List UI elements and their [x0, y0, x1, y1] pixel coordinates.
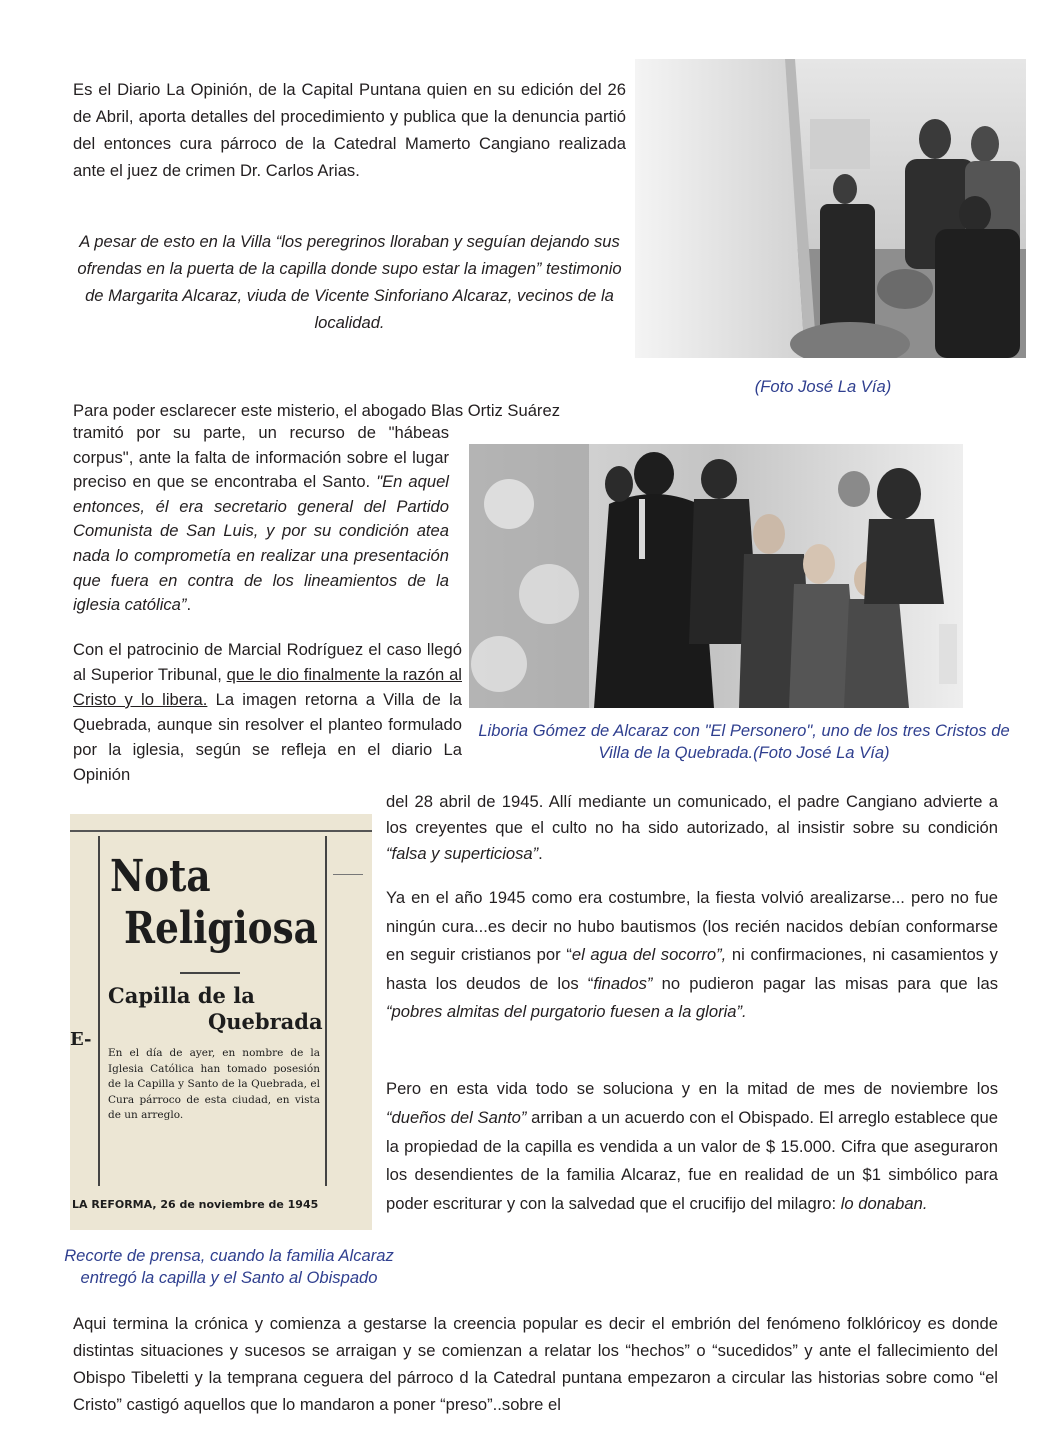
cangiano-italic: “falsa y superticiosa”: [386, 844, 539, 863]
paragraph-cronica-folklore: Aqui termina la crónica y comienza a gestarse la creencia popular es decir el embrión del fenómeno folklóricoy es donde distintas situaciones y sucesos se arraigan y se comienzan a relatar los “hechos” o “sucedidos” y ante el fallecimiento del Obispo Tibeletti y la temprana ceguera del párroco d la Catedral puntana empezaron a circular las historias sobre como “el Cristo” castigó aquellos que lo mandaron a poner “preso”..sobre el: [73, 1314, 998, 1414]
clipping-body-text: En el día de ayer, en nombre de la Iglesia Católica han tomado posesión de la Capilla y Santo de la Quebrada, el Cura párroco de esta ciudad, en vista de un arreglo.: [108, 1047, 320, 1121]
clipping-side-fragment: E-: [70, 1029, 92, 1050]
clipping-rule-right: [325, 836, 327, 1186]
photo-caption-liboria: Liboria Gómez de Alcaraz con "El Personero", uno de los tres Cristos de Villa de la Quebrada.(Foto José La Vía): [478, 721, 1010, 762]
clipping-rule-left: [98, 836, 100, 1186]
paragraph-acuerdo-obispado: [386, 1075, 998, 1219]
newspaper-clipping: [70, 814, 372, 1230]
paragraph-cangiano-comunicado: [386, 789, 998, 867]
acuerdo-italic-1: “dueños del Santo”: [386, 1107, 527, 1127]
clipping-title-religiosa: Religiosa: [124, 903, 318, 954]
tribunal-text-b: La imagen retorna a Villa de la Quebrada, aunque sin resolver el planteo formulado por la iglesia, según se refleja en el diario La Opinión: [73, 690, 462, 784]
communist-party-quote: "En aquel entonces, él era secretario general del Partido Comunista de San Luis, y por su condición atea nada lo comprometía en realizar una presentación que fuera en contra de los lineamientos de la iglesia católica”: [73, 472, 449, 615]
tribunal-underlined: que le dio finalmente la razón al Cristo y lo libera.: [73, 665, 462, 709]
habeas-corpus-period: .: [186, 595, 192, 615]
cangiano-text-a: del 28 abril de 1945. Allí mediante un comunicado, el padre Cangiano advierte a los creyentes que el culto no ha sido autorizado, al insistir sobre su condición: [386, 792, 998, 837]
clipping-top-rule: [70, 830, 372, 832]
quote-margarita-alcaraz: A pesar de esto en la Villa “los peregrinos lloraban y seguían dejando sus ofrendas en la puerta de la capilla donde supo estar la imagen” testimonio de Margarita Alcaraz, viuda de Vicente Sinforiano Alcaraz, vecinos de la localidad.: [77, 232, 622, 332]
paragraph-fiesta-1945: [386, 884, 998, 1027]
fiesta-text-c: no pudieron pagar las misas para que las: [652, 973, 998, 993]
acuerdo-text-a: Pero en esta vida todo se soluciona y en la mitad de mes de noviembre los: [386, 1079, 998, 1098]
fiesta-text-b: ni confirmaciones, ni casamientos y hasta los deudos de los “: [386, 945, 998, 993]
acuerdo-text-b: arriban a un acuerdo con el Obispado. El arreglo establece que la propiedad de la capilla es vendida a un valor de $ 15.000. Cifra que aseguraron los desendientes de la familia Alcaraz, fue en realidad de un $1 simbólico para poder escriturar y con la salvedad que el crucifijo del milagro:: [386, 1107, 998, 1214]
tribunal-text-a: Con el patrocinio de Marcial Rodríguez el caso llegó al Superior Tribunal,: [73, 640, 462, 684]
paragraph-habeas-corpus: [73, 421, 449, 618]
clipping-caption: Recorte de prensa, cuando la familia Alcaraz entregó la capilla y el Santo al Obispado: [64, 1246, 394, 1287]
clipping-short-rule: [180, 972, 240, 974]
photo-liboria-gomez: [469, 444, 963, 708]
acuerdo-italic-2: lo donaban.: [840, 1194, 928, 1214]
paragraph-diario-la-opinion: Es el Diario La Opinión, de la Capital Puntana quien en su edición del 26 de Abril, aporta detalles del procedimiento y publica que la denuncia partió del entonces cura párroco de la Catedral Mamerto Cangiano realizada ante el juez de crimen Dr. Carlos Arias.: [73, 80, 626, 180]
fiesta-text-a: Ya en el año 1945 como era costumbre, la fiesta volvió arealizarse... pero no fue ningún cura...es decir no hubo bautismos (los recién nacidos debían conformarse en seguir cristianos por “: [386, 888, 998, 965]
fiesta-italic-3: “pobres almitas del purgatorio fuesen a la gloria”.: [386, 1002, 747, 1022]
clipping-footer: LA REFORMA, 26 de noviembre de 1945: [72, 1198, 319, 1211]
photo-caption-pilgrims: (Foto José La Vía): [754, 377, 892, 396]
fiesta-italic-2: finados”: [593, 973, 653, 993]
paragraph-superior-tribunal: [73, 637, 462, 787]
paragraph-blas-ortiz-lead: Para poder esclarecer este misterio, el abogado Blas Ortiz Suárez: [73, 401, 560, 420]
clipping-sub-quebrada: Quebrada: [208, 1009, 323, 1034]
cangiano-text-b: .: [538, 844, 543, 863]
fiesta-italic-1: el agua del socorro”,: [571, 945, 727, 965]
photo-pilgrims-chapel: [635, 59, 1026, 358]
clipping-sub-capilla: Capilla de la: [108, 983, 255, 1008]
clipping-title-nota: Nota: [110, 851, 211, 902]
habeas-corpus-text: tramitó por su parte, un recurso de "hábeas corpus", ante la falta de información sobre el lugar preciso en que se encontraba el Santo.: [73, 423, 449, 492]
clipping-rule-right-col: [333, 874, 363, 875]
